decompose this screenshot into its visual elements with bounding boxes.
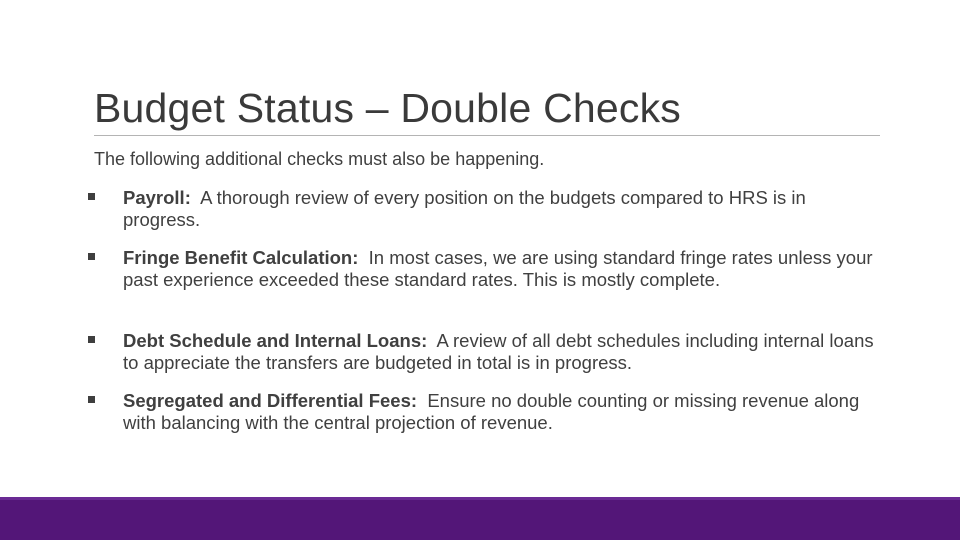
bullet-text bbox=[123, 247, 883, 291]
title-divider bbox=[94, 135, 880, 136]
bullet-text bbox=[123, 390, 883, 434]
square-bullet-icon bbox=[88, 193, 95, 200]
intro-text: The following additional checks must also be happening. bbox=[94, 149, 545, 169]
square-bullet-icon bbox=[88, 336, 95, 343]
footer-accent-band bbox=[0, 497, 960, 540]
bullet-heading: Fringe Benefit Calculation: bbox=[123, 247, 359, 268]
bullet-body: In most cases, we are using standard fringe rates unless your past experience exceeded these standard rates. This is mostly complete. bbox=[123, 247, 873, 290]
bullet-body: Ensure no double counting or missing revenue along with balancing with the central projection of revenue. bbox=[123, 390, 860, 433]
bullet-heading: Payroll: bbox=[123, 187, 191, 208]
bullet-heading: Segregated and Differential Fees: bbox=[123, 390, 418, 411]
square-bullet-icon bbox=[88, 396, 95, 403]
bullet-text bbox=[123, 187, 883, 231]
bullet-body: A thorough review of every position on the budgets compared to HRS is in progress. bbox=[123, 187, 806, 230]
slide-title: Budget Status – Double Checks bbox=[94, 85, 681, 131]
bullet-heading: Debt Schedule and Internal Loans: bbox=[123, 330, 428, 351]
bullet-text bbox=[123, 330, 883, 374]
bullet-body: A review of all debt schedules including internal loans to appreciate the transfers are budgeted in total is in progress. bbox=[123, 330, 874, 373]
footer-accent-highlight bbox=[0, 497, 960, 500]
square-bullet-icon bbox=[88, 253, 95, 260]
